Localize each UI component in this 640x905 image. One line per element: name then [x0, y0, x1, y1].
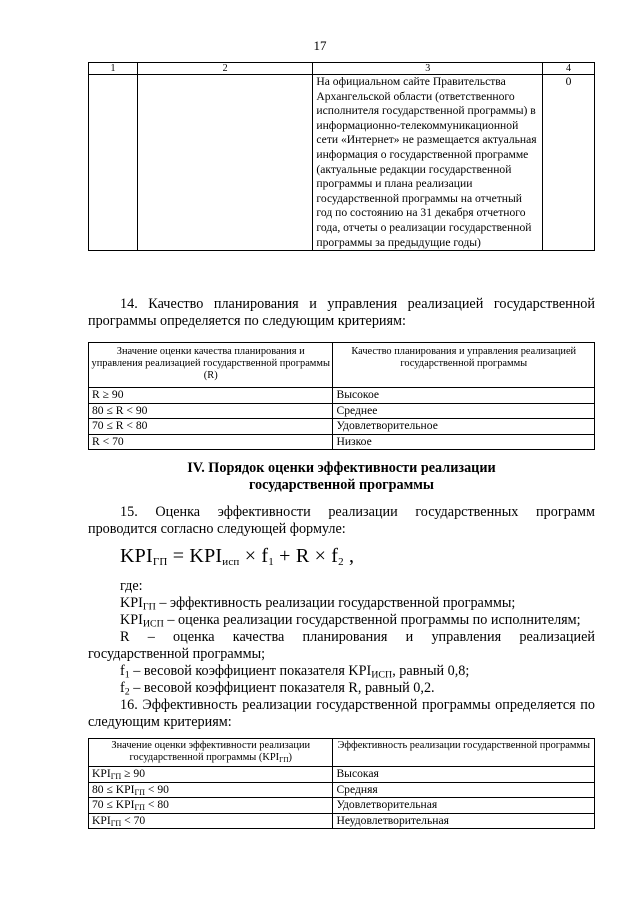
table-row: R ≥ 90 Высокое: [89, 388, 595, 404]
paragraph-14: 14. Качество планирования и управления реализацией государственной программы определяется по следующим критериям:: [88, 296, 595, 329]
quality-col1-header: Значение оценки качества планирования и управления реализацией государственной программы (R): [89, 343, 333, 388]
quality-table: [88, 342, 595, 450]
paragraph-15: 15. Оценка эффективности реализации государственных программ проводится согласно следующей формуле:: [88, 504, 595, 537]
def-r: R – оценка качества планирования и управления реализацией государственной программы;: [88, 629, 595, 662]
col-header-4: 4: [543, 63, 595, 75]
formula: $KPI_{ГП} = KPI_{исп} \times f_1 + R \times f_2$ ,: [120, 545, 355, 568]
criterion-text: На официальном сайте Правительства Архангельской области (ответственного исполнителя государственной программы) в информационно-телекоммуникационной сети «Интернет» не размещается актуальная информация о государственной программе (актуальные редакции государственной программы и плана реализации государственной программы на отчетный год по состоянию на 31 декабря отчетного года, отчеты о реализации государственной программы за предыдущие годы): [313, 75, 543, 251]
table-row: 70 ≤ R < 80 Удовлетворительное: [89, 419, 595, 435]
col-header-3: 3: [313, 63, 543, 75]
def-kpi-gp: $KPI_{ГП}$ – эффективность реализации государственной программы;: [120, 595, 516, 613]
def-f2: $f_2$ – весовой коэффициент показателя R, равный 0,2.: [120, 680, 435, 698]
eff-col1-header: Значение оценки эффективности реализации государственной программы $(KPI_{ГП})$: [89, 739, 333, 767]
criterion-score: 0: [543, 75, 595, 251]
table-row: $KPI_{ГП} \ge 90$ Высокая: [89, 767, 595, 783]
table-row: $KPI_{ГП} < 70$ Неудовлетворительная: [89, 813, 595, 829]
table-row: $80 \le KPI_{ГП} < 90$ Средняя: [89, 782, 595, 798]
section-heading: IV. Порядок оценки эффективности реализации государственной программы: [187, 460, 496, 493]
paragraph-16: 16. Эффективность реализации государственной программы определяется по следующим критериям:: [88, 697, 595, 730]
eff-col2-header: Эффективность реализации государственной программы: [333, 739, 595, 767]
table-row: 80 ≤ R < 90 Среднее: [89, 403, 595, 419]
page-number: 17: [313, 38, 327, 53]
efficiency-table: [88, 738, 595, 829]
table-row: $70 \le KPI_{ГП} < 80$ Удовлетворительная: [89, 798, 595, 814]
quality-col2-header: Качество планирования и управления реализацией государственной программы: [333, 343, 595, 388]
col-header-1: 1: [89, 63, 138, 75]
def-kpi-isp: $KPI_{ИСП}$ – оценка реализации государственной программы по исполнителям;: [120, 612, 581, 630]
top-table: [88, 62, 595, 251]
table-row: R < 70 Низкое: [89, 434, 595, 450]
table-row: [89, 75, 595, 251]
def-f1: $f_1$ – весовой коэффициент показателя $KPI_{ИСП}$, равный 0,8;: [120, 663, 470, 681]
col-header-2: 2: [137, 63, 313, 75]
formula-definitions: где: $KPI_{ГП}$ – эффективность реализации государственной программы; $KPI_{ИСП}$ – оценка реализации государственной программы по исполнителям; R – оценка качества планирования и управления реализацией государственной программы; $f_1$ – весовой коэффициент показателя $KPI_{ИСП}$, равный 0,8; $f_2$ – весовой коэффициент показателя R, равный 0,2. 16. Эффективность реализации государственной программы определяется по следующим критериям:: [88, 578, 595, 730]
